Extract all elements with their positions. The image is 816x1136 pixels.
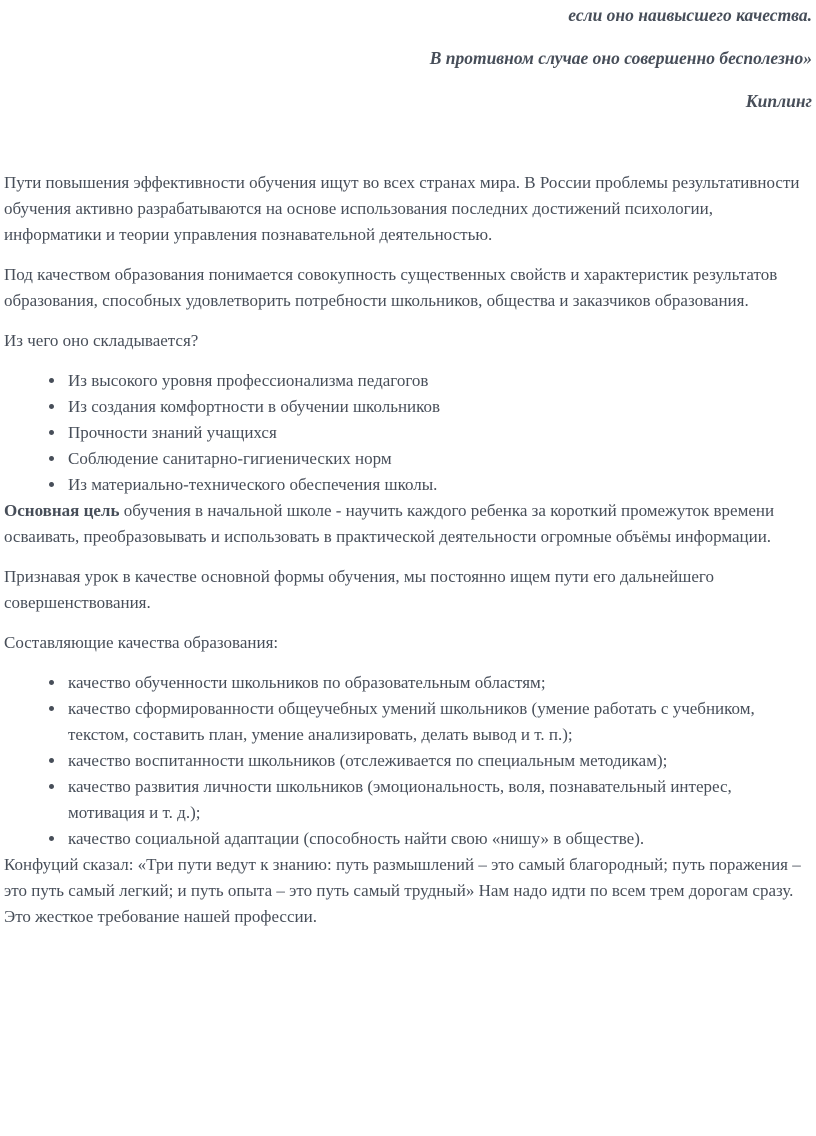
list-item: • качество развития личности школьников (эмоциональность, воля, познавательный интерес, мотивация и т. д.); [66,774,812,826]
list-item: • качество социальной адаптации (способность найти свою «нишу» в обществе). [66,826,812,852]
list-item: • качество воспитанности школьников (отслеживается по специальным методикам); [66,748,812,774]
list-item: • Прочности знаний учащихся [66,420,812,446]
list-item: • качество сформированности общеучебных умений школьников (умение работать с учебником, текстом, составить план, умение анализировать, делать вывод и т. п.); [66,696,812,748]
paragraph-confucius: Конфуций сказал: «Три пути ведут к знанию: путь размышлений – это самый благородный; путь поражения – это путь самый легкий; и путь опыта – это путь самый трудный» Нам надо идти по всем трем дорогам сразу. Это жесткое требование нашей профессии. [4,855,801,926]
list-quality-components [4,670,812,852]
list-item: • Из материально-технического обеспечения школы. [66,472,812,498]
epigraph-line-2: В противном случае оно совершенно бесполезно» [429,48,812,68]
paragraph-components-heading: Составляющие качества образования: [4,633,279,652]
paragraph-quality-definition: Под качеством образования понимается совокупность существенных свойств и характеристик результатов образования, способных удовлетворить потребности школьников, общества и заказчиков образования. [4,265,778,310]
paragraph-intro: Пути повышения эффективности обучения ищут во всех странах мира. В России проблемы результативности обучения активно разрабатываются на основе использования последних достижений психологии, информатики и теории управления познавательной деятельностью. [4,173,800,244]
paragraph-lesson-form: Признавая урок в качестве основной формы обучения, мы постоянно ищем пути его дальнейшего совершенствования. [4,567,714,612]
paragraph-main-goal [4,498,812,550]
epigraph-author: Киплинг [745,91,812,111]
main-goal-text: обучения в начальной школе - научить каждого ребенка за короткий промежуток времени осваивать, преобразовывать и использовать в практической деятельности огромные объёмы информации. [4,501,775,546]
paragraph-question: Из чего оно складывается? [4,331,199,350]
list-item: • Из высокого уровня профессионализма педагогов [66,368,812,394]
list-item: • Соблюдение санитарно-гигиенических норм [66,446,812,472]
main-goal-label: Основная цель [4,501,120,520]
list-quality-sources [4,368,812,498]
epigraph-line-1: если оно наивысшего качества. [568,5,812,25]
list-item: • Из создания комфортности в обучении школьников [66,394,812,420]
list-item: • качество обученности школьников по образовательным областям; [66,670,812,696]
